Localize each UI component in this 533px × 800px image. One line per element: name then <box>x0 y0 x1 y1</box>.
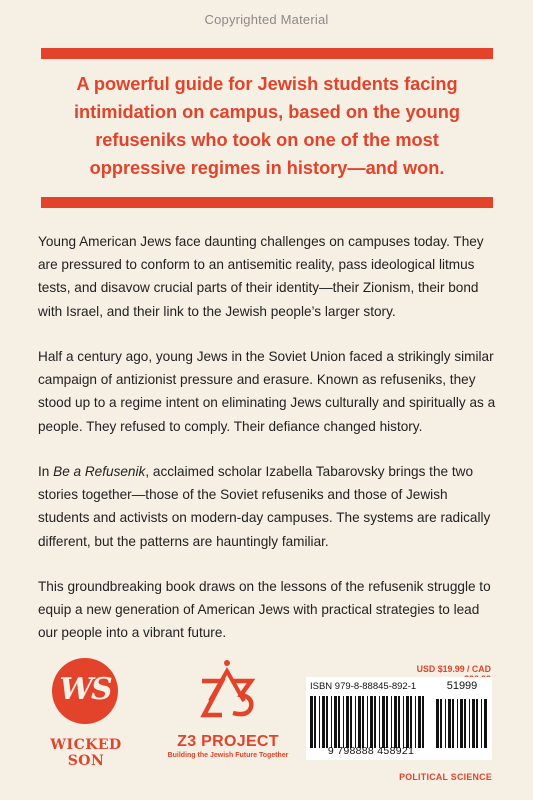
tagline-bottom-rule <box>41 197 493 208</box>
paragraph-closing: This groundbreaking book draws on the lessons of the refusenik struggle to equip a new generation of American Jews with practical strategies to lead our people into a vibrant future. <box>38 579 491 641</box>
paragraph-book-intro: In <box>38 464 54 479</box>
isbn-barcode <box>306 677 492 760</box>
watermark: Copyrighted Material <box>204 12 329 27</box>
price-label: USD $19.99 / CAD <box>416 664 491 674</box>
paragraph-book-rest: , acclaimed scholar Izabella Tabarovsky brings the two stories together—those of the Soviet refuseniks and those of Jewish students and activists on modern-day campuses. The systems are radically different, but the patterns are hauntingly familiar. <box>38 464 491 549</box>
barcode-digits: 9 798888 458921 <box>327 745 415 757</box>
wicked-son-logo <box>52 658 118 724</box>
wicked-son-name: WICKED SON <box>50 737 122 769</box>
barcode-addon-bars <box>436 699 488 748</box>
isbn-label: ISBN 979-8-88845-892-1 <box>310 681 417 692</box>
barcode-main-bars <box>310 696 428 748</box>
z3-project-tagline: Building the Jewish Future Together <box>167 752 289 759</box>
book-title: Be a Refusenik <box>53 464 146 479</box>
barcode-addon-number: 51999 <box>446 680 478 692</box>
z3-project-name: Z3 PROJECT <box>177 733 279 750</box>
paragraph-book <box>38 460 500 553</box>
tagline: A powerful guide for Jewish students facing intimidation on campus, based on the young refuseniks who took on one of the most oppressive regimes in history—and won. <box>74 74 460 178</box>
category-label: POLITICAL SCIENCE <box>399 772 492 782</box>
wicked-son-monogram: WS <box>59 672 111 707</box>
tagline-top-rule <box>41 48 493 59</box>
star-of-david-icon <box>190 655 264 727</box>
paragraph-history: Half a century ago, young Jews in the Soviet Union faced a strikingly similar campaign of antizionist pressure and erasure. Known as refuseniks, they stood up to a regime intent on eliminating Jews culturally and spiritually as a people. They refused to comply. Their defiance changed history. <box>38 349 496 434</box>
paragraph-intro: Young American Jews face daunting challenges on campuses today. They are pressured to conform to an antisemitic reality, pass ideological litmus tests, and disavow crucial parts of their identity—their Zionism, their bond with Israel, and their link to the Jewish people’s larger story. <box>38 234 484 319</box>
